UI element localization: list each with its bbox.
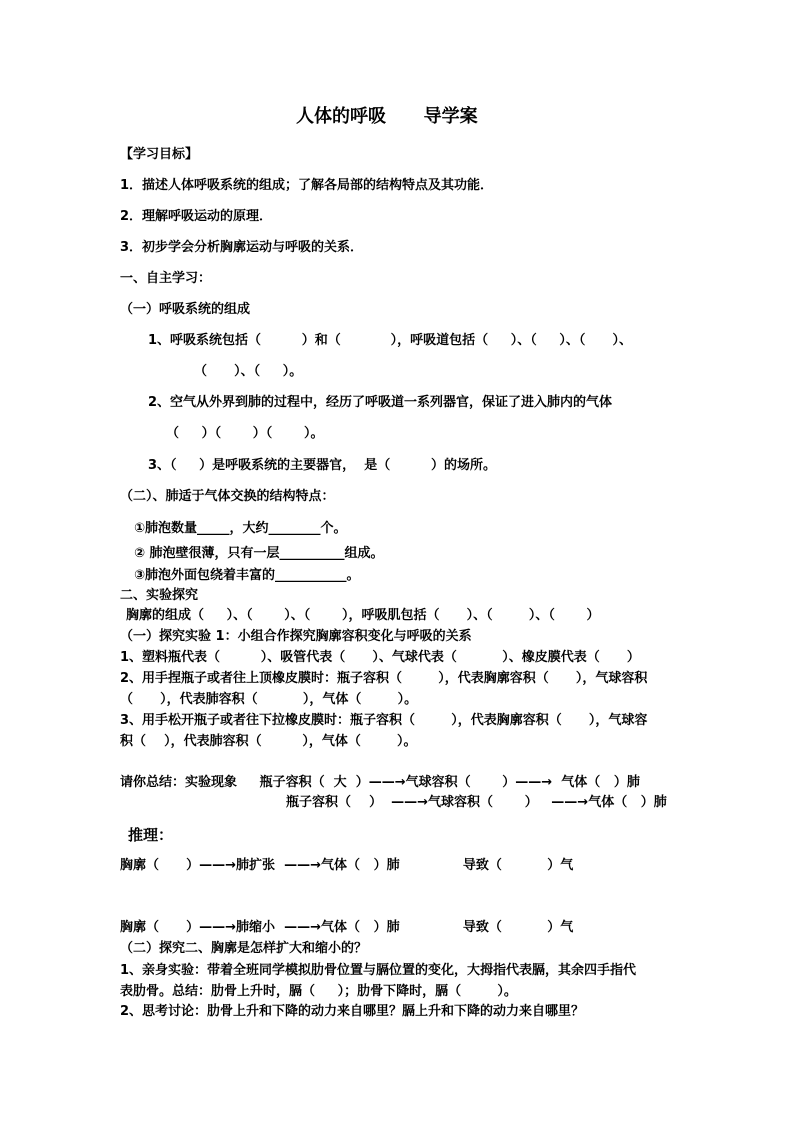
question-line: 表肋骨。总结：肋骨上升时，膈（ ）；肋骨下降时，膈（ ）。	[120, 984, 517, 999]
question-line: 1、塑料瓶代表（ ）、吸管代表（ ）、气球代表（ ）、橡皮膜代表（ ）	[120, 650, 640, 665]
question-line: （ ）（ ）（ ）。	[166, 426, 324, 441]
part1-heading: 一、自主学习：	[120, 271, 212, 286]
question-line: 积（ ），代表肺容积（ ），气体（ ）。	[120, 734, 417, 749]
question-line: 2、思考讨论：肋骨上升和下降的动力来自哪里？膈上升和下降的动力来自哪里？	[120, 1004, 585, 1019]
summary-line: 瓶子容积（ ） ——→气球容积（ ） ——→气体（ ）肺	[286, 795, 667, 810]
question-line: 3、用手松开瓶子或者往下拉橡皮膜时：瓶子容积（ ），代表胸廓容积（ ），气球容	[120, 713, 648, 728]
question-line: 2、用手捏瓶子或者往上顶橡皮膜时：瓶子容积（ ），代表胸廓容积（ ），气球容积	[120, 671, 648, 686]
goal-item: 2．理解呼吸运动的原理．	[120, 209, 273, 224]
reasoning-line: 胸廓（ ）——→肺缩小 ——→气体（ ）肺 导致（ ）气	[120, 920, 574, 935]
page-title: 人体的呼吸 导学案	[296, 106, 478, 127]
part2-heading: 二、实验探究	[120, 588, 199, 603]
question-line: 1、亲身实验：带着全班同学模拟肋骨位置与膈位置的变化，大拇指代表膈，其余四手指代	[120, 963, 637, 978]
question-line: ③肺泡外面包绕着丰富的___________。	[134, 568, 360, 583]
section-heading: （二）、肺适于气体交换的结构特点：	[120, 489, 335, 504]
goals-heading: 【学习目标】	[120, 147, 199, 162]
section-heading: （二）探究二、胸廓是怎样扩大和缩小的？	[120, 941, 368, 956]
question-line: （ ）、（ ）。	[194, 364, 303, 379]
goal-item: 1．描述人体呼吸系统的组成；了解各局部的结构特点及其功能．	[120, 178, 494, 193]
question-line: ①肺泡数量_____，大约________个。	[134, 521, 347, 536]
summary-line: 请你总结：实验现象 瓶子容积（ 大 ）——→气球容积（ ）——→ 气体（ ）肺	[120, 775, 640, 790]
question-line: 1、呼吸系统包括（ ）和（ ），呼吸道包括（ ）、（ ）、（ ）、	[148, 333, 632, 348]
question-line: 2、空气从外界到肺的过程中，经历了呼吸道一系列器官，保证了进入肺内的气体	[148, 395, 613, 410]
reasoning-line: 胸廓（ ）——→肺扩张 ——→气体（ ）肺 导致（ ）气	[120, 858, 574, 873]
section-heading: （一）呼吸系统的组成	[120, 302, 251, 317]
question-line: （ ），代表肺容积（ ），气体（ ）。	[120, 692, 418, 707]
reasoning-heading: 推理：	[128, 826, 174, 844]
section-heading: （一）探究实验 1：小组合作探究胸廓容积变化与呼吸的关系	[120, 629, 472, 644]
goal-item: 3．初步学会分析胸廓运动与呼吸的关系．	[120, 240, 364, 255]
question-line: 胸廓的组成（ ）、（ ）、（ ），呼吸肌包括（ ）、（ ）、（ ）	[126, 608, 600, 623]
question-line: ② 肺泡壁很薄，只有一层__________组成。	[134, 546, 384, 561]
question-line: 3、（ ）是呼吸系统的主要器官， 是（ ）的场所。	[148, 458, 496, 473]
